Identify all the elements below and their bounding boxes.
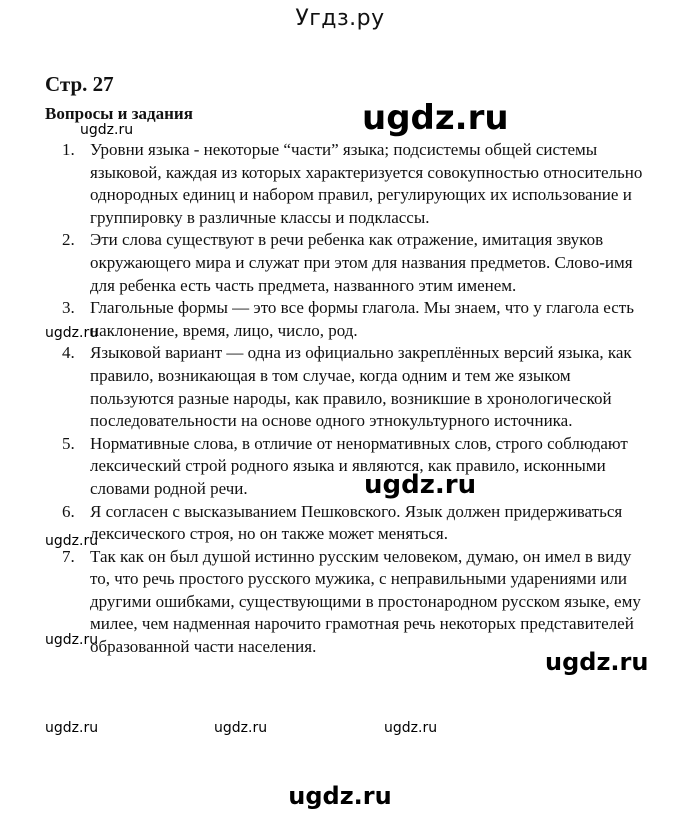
answer-text: Глагольные формы — это все формы глагола. Мы знаем, что у глагола есть наклонение, время, лицо, число, род. xyxy=(90,298,634,340)
watermark-small: ugdz.ru xyxy=(45,720,99,736)
answer-number: 5. xyxy=(62,433,75,453)
site-header-title: Угдз.ру xyxy=(295,6,385,31)
answer-number: 4. xyxy=(62,343,75,363)
answer-text: Уровни языка - некоторые “части” языка; подсистемы общей системы языковой, каждая из которых характеризуется совокупностью относительно однородных единиц и набором правил, регулирующих их использование и группировку в различные классы и подклассы. xyxy=(90,140,643,227)
answer-item-4 xyxy=(62,342,652,432)
answer-number: 2. xyxy=(62,230,75,250)
answer-text: Нормативные слова, в отличие от ненормативных слов, строго соблюдают лексический строй родного языка и являются, как правило, исконными словами родной речи. xyxy=(90,433,628,498)
answers-list xyxy=(62,139,652,659)
answer-number: 3. xyxy=(62,298,75,318)
answer-item-6 xyxy=(62,501,652,546)
watermark-small: ugdz.ru xyxy=(80,122,134,138)
answer-text: Так как он был душой истинно русским человеком, думаю, он имел в виду то, что речь простого русского мужика, с неправильными ударениями или другими ошибками, существующими в простонародном русском языке, ему милее, чем надменная нарочито грамотная речь некоторых представителей образованной части населения. xyxy=(90,546,641,657)
answer-item-7 xyxy=(62,546,652,659)
page-number-title: Стр. 27 xyxy=(45,72,114,96)
watermark-small: ugdz.ru xyxy=(45,533,99,549)
answer-item-3 xyxy=(62,297,652,342)
watermark-small: ugdz.ru xyxy=(45,632,99,648)
answer-number: 6. xyxy=(62,501,75,521)
answer-text: Языковой вариант — одна из официально закреплённых версий языка, как правило, возникающая в том случае, когда одним и тем же языком пользуются разные народы, как правило, возникшие в хронологической последовательности на основе одного этнокультурного источника. xyxy=(90,343,632,431)
section-title: Вопросы и задания xyxy=(45,104,193,123)
watermark-right: ugdz.ru xyxy=(545,648,649,676)
watermark-large: ugdz.ru xyxy=(362,98,509,138)
answer-text: Эти слова существуют в речи ребенка как отражение, имитация звуков окружающего мира и служат при этом для названия предметов. Слово-имя для ребенка есть часть предмета, названного этим именем. xyxy=(90,230,633,295)
answer-number: 1. xyxy=(62,140,75,159)
answer-item-1 xyxy=(62,139,652,229)
watermark-middle: ugdz.ru xyxy=(364,470,477,500)
watermark-bottom: ugdz.ru xyxy=(288,782,392,810)
watermark-small: ugdz.ru xyxy=(384,720,438,736)
watermark-small: ugdz.ru xyxy=(214,720,268,736)
answer-item-5 xyxy=(62,433,652,501)
watermark-small: ugdz.ru xyxy=(45,325,99,341)
answer-text: Я согласен с высказыванием Пешковского. Язык должен придерживаться лексического строя, но он также может меняться. xyxy=(90,501,623,544)
answer-number: 7. xyxy=(62,546,75,566)
answer-item-2 xyxy=(62,229,652,297)
